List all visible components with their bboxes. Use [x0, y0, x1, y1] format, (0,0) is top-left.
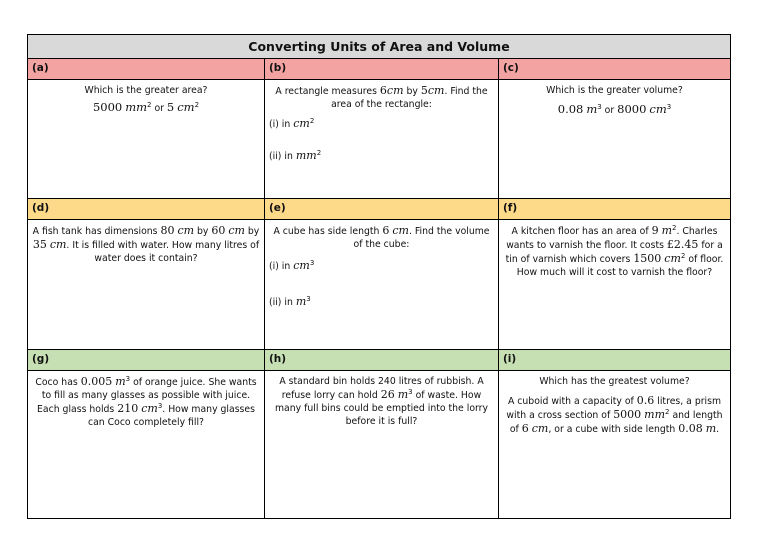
question-i-heading: Which has the greatest volume? [539, 376, 690, 387]
question-c-text: Which is the greater volume? [546, 85, 683, 96]
question-f [499, 220, 730, 349]
question-e [265, 220, 498, 349]
question-e-text: A cube has side length 6 cm. Find the volume of the cube: [273, 224, 490, 250]
question-h [265, 371, 498, 518]
question-i-text: A cuboid with a capacity of 0.6 litres, a prism with a cross section of 5000 $mm^2$ and length of 6 cm, or a cube with side length 0.08 m. [506, 394, 723, 435]
row-1 [28, 59, 730, 198]
cell-g [28, 350, 264, 518]
cell-d [28, 199, 264, 349]
label-g: (g) [28, 350, 264, 371]
question-b-part-ii: (ii) in $mm^2$ [269, 148, 322, 162]
question-b [265, 80, 498, 198]
label-d: (d) [28, 199, 264, 220]
label-c: (c) [499, 59, 730, 80]
question-d-text: A fish tank has dimensions 80 cm by 60 cm by 35 cm. It is filled with water. How many litres of water does it contain? [32, 224, 260, 264]
label-h: (h) [265, 350, 498, 371]
question-h-text: A standard bin holds 240 litres of rubbish. A refuse lorry can hold 26 $m^3$ of waste. How many full bins could be emptied into the lorry before it is full? [275, 376, 488, 427]
question-c [499, 80, 730, 198]
question-b-text: A rectangle measures 6cm by 5cm. Find the area of the rectangle: [275, 84, 488, 110]
cell-i [498, 350, 730, 518]
question-a [28, 80, 264, 198]
question-f-text: A kitchen floor has an area of 9 $m^2$. Charles wants to varnish the floor. It costs £2.45 for a tin of varnish which covers 1500 $cm^2$ of floor. How much will it cost to varnish the floor? [505, 223, 724, 278]
question-c-values: 0.08 $m^3$ or 8000 $cm^3$ [557, 102, 672, 116]
question-e-part-ii: (ii) in $m^3$ [269, 294, 311, 308]
question-g-text: Coco has 0.005 $m^3$ of orange juice. She wants to fill as many glasses as possible with juice. Each glass holds 210 $cm^3$. How many glasses can Coco completely fill? [35, 374, 257, 428]
row-3 [28, 349, 730, 518]
question-i [499, 371, 730, 518]
cell-e [264, 199, 498, 349]
label-e: (e) [265, 199, 498, 220]
question-d [28, 220, 264, 349]
cell-f [498, 199, 730, 349]
question-b-part-i: (i) in $cm^2$ [269, 116, 315, 130]
label-f: (f) [499, 199, 730, 220]
label-b: (b) [265, 59, 498, 80]
question-a-text: Which is the greater area? [84, 85, 208, 96]
cell-h [264, 350, 498, 518]
cell-c [498, 59, 730, 198]
cell-a [28, 59, 264, 198]
row-2 [28, 198, 730, 349]
question-g [28, 371, 264, 518]
worksheet [27, 34, 731, 519]
label-a: (a) [28, 59, 264, 80]
question-a-values: 5000 $mm^2$ or 5 $cm^2$ [92, 100, 200, 114]
cell-b [264, 59, 498, 198]
worksheet-title: Converting Units of Area and Volume [28, 35, 730, 59]
label-i: (i) [499, 350, 730, 371]
question-e-part-i: (i) in $cm^3$ [269, 258, 315, 272]
